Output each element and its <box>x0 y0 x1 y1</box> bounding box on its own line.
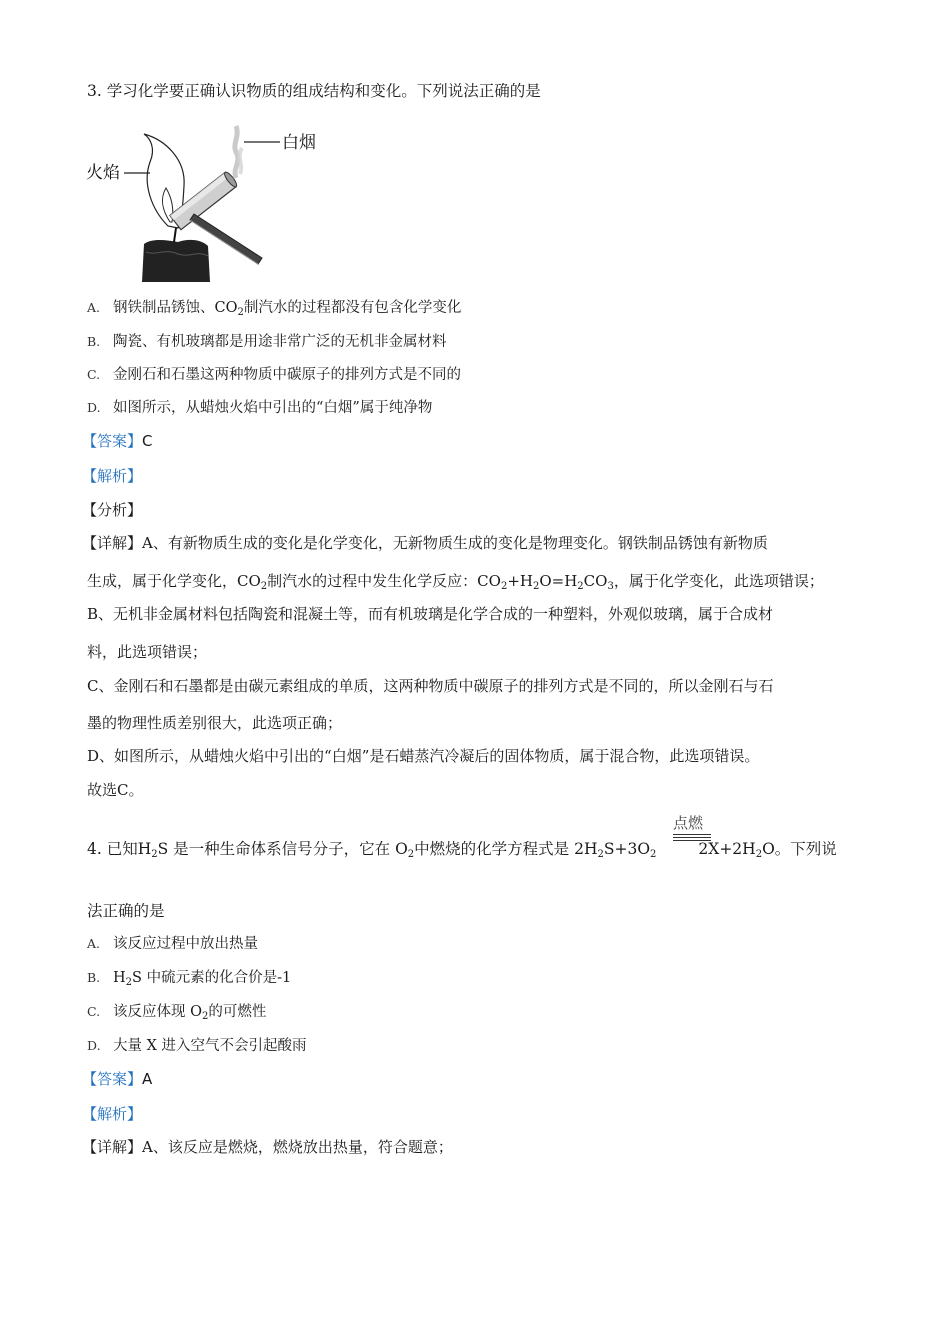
q4-option-c: C. 该反应体现 $O_2$的可燃性 <box>87 1004 267 1022</box>
q3-detail-line-7: D、如图所示，从蜡烛火焰中引出的“白烟”是石蜡蒸汽冷凝后的固体物质，属于混合物，此选项错误。 <box>87 747 760 765</box>
q4-option-d: D. 大量 X 进入空气不会引起酸雨 <box>87 1038 307 1054</box>
flame-label: 火焰 <box>86 163 120 183</box>
equation-line-2 <box>673 837 711 838</box>
q3-option-a: A. 钢铁制品锈蚀、$CO_2$制汽水的过程都没有包含化学变化 <box>87 300 462 318</box>
q3-detail-line-3: B、无机非金属材料包括陶瓷和混凝土等，而有机玻璃是化学合成的一种塑料，外观似玻璃，属于合成材 <box>87 605 774 623</box>
reaction-condition: 点燃 <box>673 814 704 832</box>
q4-option-b: B. $H_2S$ 中硫元素的化合价是-1 <box>87 970 292 988</box>
question-3-title: 3. 学习化学要正确认识物质的组成结构和变化。下列说法正确的是 <box>87 82 541 100</box>
q3-detail-line-1: 【详解】A、有新物质生成的变化是化学变化，无新物质生成的变化是物理变化。钢铁制品锈蚀有新物质 <box>82 534 768 552</box>
smoke-label: 白烟 <box>282 133 316 153</box>
q3-detail-line-4: 料，此选项错误； <box>87 643 208 661</box>
q4-answer: 【答案】A <box>82 1070 153 1088</box>
q3-detail-line-2: 生成，属于化学变化，$CO_2$制汽水的过程中发生化学反应：$CO_2+H_2O=H_2CO_3$，属于化学变化，此选项错误； <box>87 572 824 592</box>
q3-fenxi-tag: 【分析】 <box>82 501 143 519</box>
candle-figure <box>86 118 326 284</box>
q3-detail-line-6: 墨的物理性质差别很大，此选项正确； <box>87 714 343 732</box>
q3-option-d: D. 如图所示，从蜡烛火焰中引出的“白烟”属于纯净物 <box>87 400 433 416</box>
question-4-title-cont: 法正确的是 <box>87 902 165 920</box>
q3-detail-line-8: 故选C。 <box>87 781 144 799</box>
q3-option-b: B. 陶瓷、有机玻璃都是用途非常广泛的无机非金属材料 <box>87 334 447 350</box>
q3-detail-line-5: C、金刚石和石墨都是由碳元素组成的单质，这两种物质中碳原子的排列方式是不同的，所以金刚石与石 <box>87 677 774 695</box>
q3-option-c: C. 金刚石和石墨这两种物质中碳原子的排列方式是不同的 <box>87 367 461 383</box>
q4-detail-line-1: 【详解】A、该反应是燃烧，燃烧放出热量，符合题意； <box>82 1138 453 1156</box>
q4-option-a: A. 该反应过程中放出热量 <box>87 936 258 952</box>
q4-analysis-tag: 【解析】 <box>82 1105 143 1123</box>
equation-line-1 <box>673 834 711 835</box>
q3-analysis-tag: 【解析】 <box>82 467 143 485</box>
question-4-title: 4. 已知$H_2S$ 是一种生命体系信号分子，它在 $O_2$中燃烧的化学方程式是 $2H_2S+3O_2$ $2X+2H_2O$。下列说 <box>87 840 837 860</box>
q3-answer: 【答案】C <box>82 432 153 450</box>
